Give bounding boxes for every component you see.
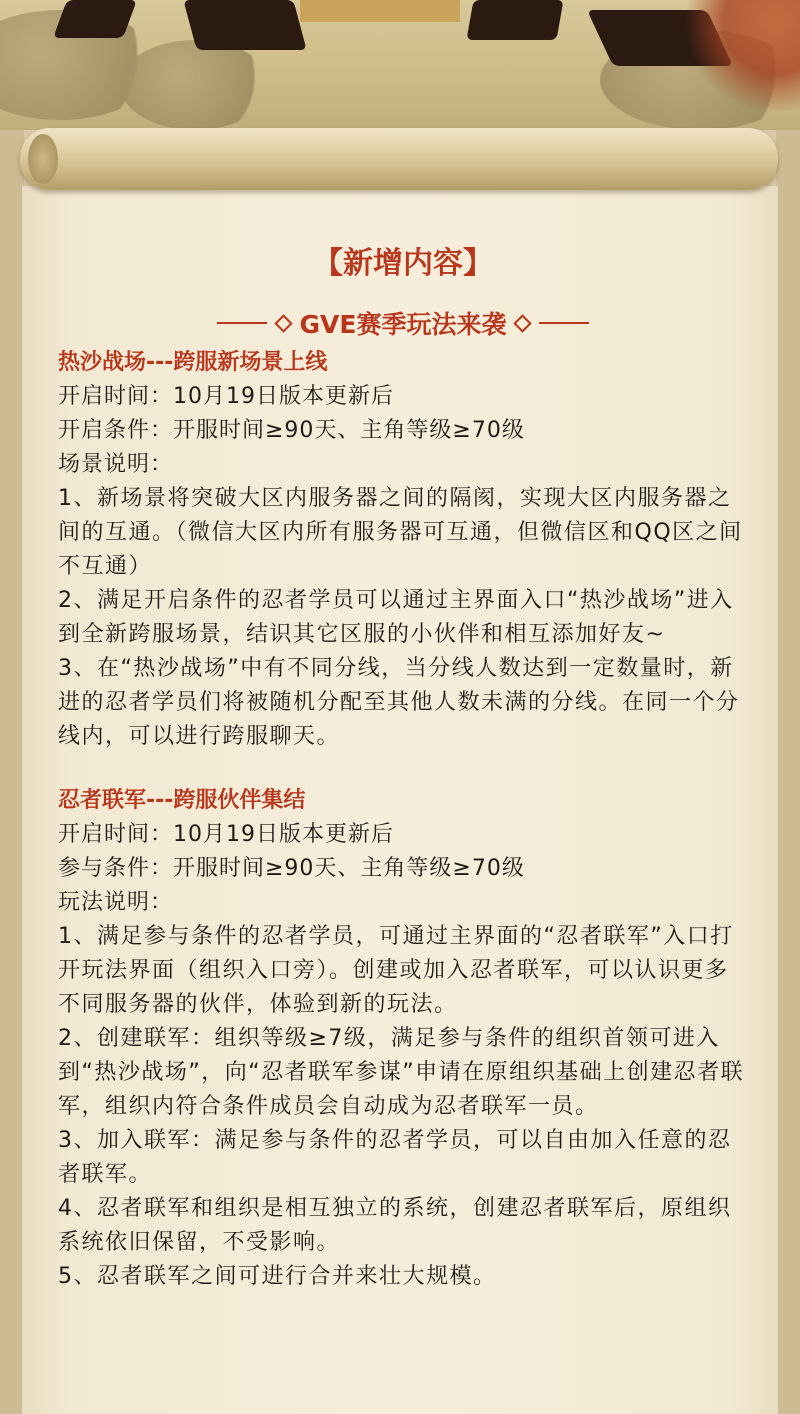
- open-time: 开启时间：10月19日版本更新后: [58, 822, 394, 847]
- paper-border-right: [776, 130, 800, 1414]
- subtitle-text: GVE赛季玩法来袭: [299, 310, 507, 339]
- join-condition: 参与条件：开服时间≥90天、主角等级≥70级: [58, 856, 525, 881]
- section-gap: [58, 754, 748, 784]
- announcement-content: [58, 236, 748, 1294]
- list-item: 1、满足参与条件的忍者学员，可通过主界面的“忍者联军”入口打开玩法界面（组织入口旁）。创建或加入忍者联军，可以认识更多不同服务器的伙伴，体验到新的玩法。: [58, 924, 734, 1017]
- list-item: 3、加入联军：满足参与条件的忍者学员，可以自由加入任意的忍者联军。: [58, 1128, 732, 1187]
- list-item: 2、创建联军：组织等级≥7级，满足参与条件的组织首领可进入到“热沙战场”，向“忍者联军参谋”申请在原组织基础上创建忍者联军，组织内符合条件成员会自动成为忍者联军一员。: [58, 1026, 745, 1119]
- open-condition: 开启条件：开服时间≥90天、主角等级≥70级: [58, 418, 525, 443]
- subtitle: [58, 300, 748, 346]
- section-title: 【新增内容】: [313, 246, 493, 281]
- diamond-icon: [274, 314, 292, 332]
- subtitle-rule-right: [539, 322, 589, 324]
- list-item: 5、忍者联军之间可进行合并来壮大规模。: [58, 1264, 497, 1289]
- calligraphy-stroke: [466, 0, 563, 40]
- calligraphy-stroke: [53, 0, 137, 38]
- diamond-icon: [514, 314, 532, 332]
- banner-red-glow: [680, 0, 800, 110]
- block-heading: 忍者联军---跨服伙伴集结: [58, 788, 306, 813]
- block-ninja-alliance: [58, 784, 748, 1294]
- calligraphy-stroke: [183, 0, 306, 50]
- cloud-decoration: [120, 40, 270, 130]
- open-time: 开启时间：10月19日版本更新后: [58, 384, 394, 409]
- block-hot-sand-battlefield: [58, 346, 748, 754]
- paper-border-left: [0, 130, 24, 1414]
- scroll-roller: [20, 128, 778, 190]
- header-banner: [0, 0, 800, 130]
- description-label: 玩法说明：: [58, 890, 174, 915]
- list-item: 1、新场景将突破大区内服务器之间的隔阂，实现大区内服务器之间的互通。（微信大区内所有服务器可互通，但微信区和QQ区之间不互通）: [58, 486, 743, 579]
- block-heading: 热沙战场---跨服新场景上线: [58, 350, 328, 375]
- subtitle-rule-left: [217, 322, 267, 324]
- banner-gold-panel: [300, 0, 460, 22]
- list-item: 3、在“热沙战场”中有不同分线，当分线人数达到一定数量时，新进的忍者学员们将被随机分配至其他人数未满的分线。在同一个分线内，可以进行跨服聊天。: [58, 656, 740, 749]
- list-item: 4、忍者联军和组织是相互独立的系统，创建忍者联军后，原组织系统依旧保留，不受影响。: [58, 1196, 732, 1255]
- description-label: 场景说明：: [58, 452, 174, 477]
- list-item: 2、满足开启条件的忍者学员可以通过主界面入口“热沙战场”进入到全新跨服场景，结识其它区服的小伙伴和相互添加好友~: [58, 588, 734, 647]
